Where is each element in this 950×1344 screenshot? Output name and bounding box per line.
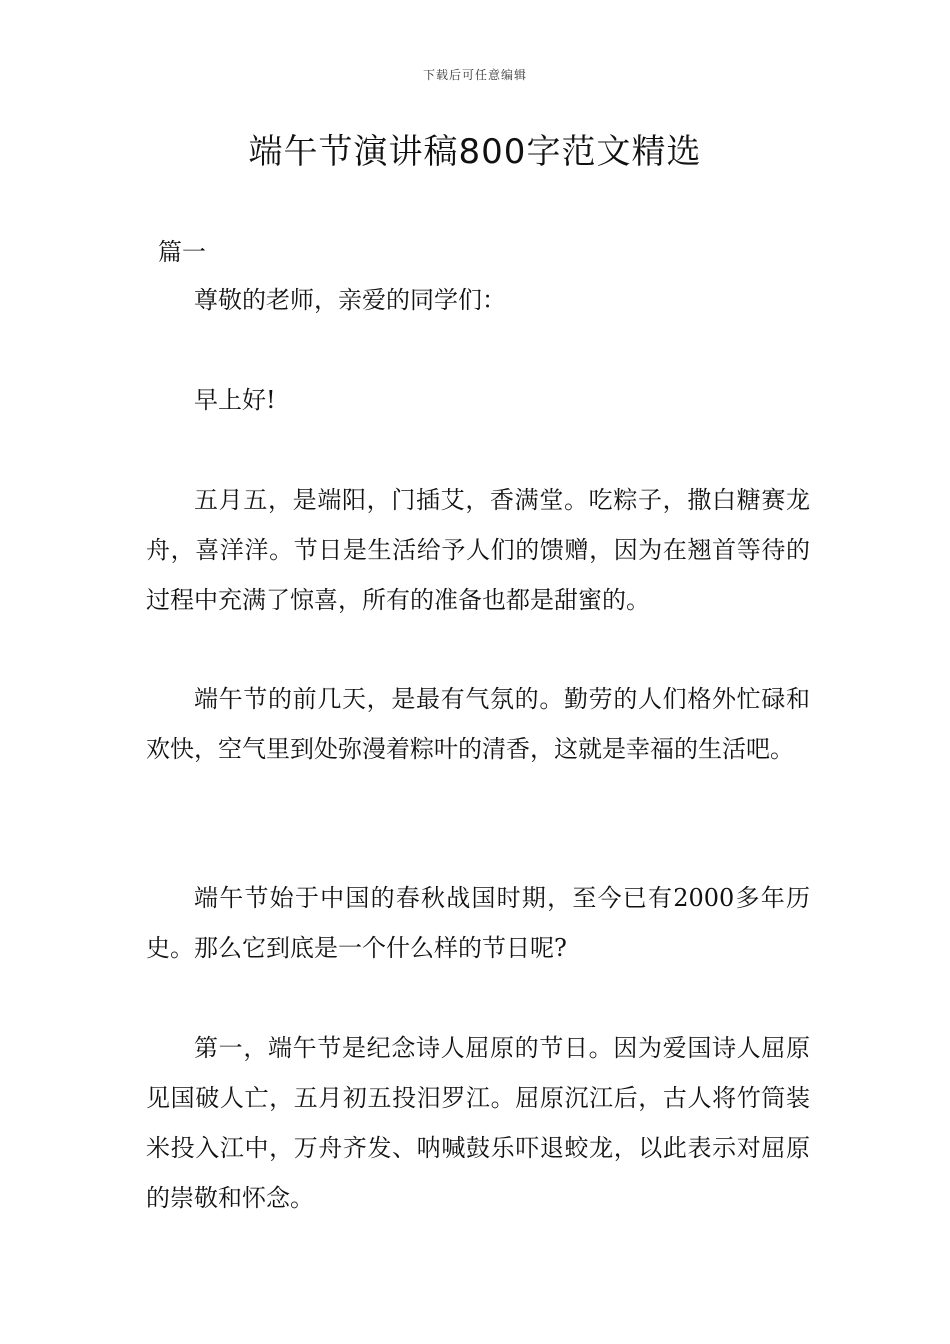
body-paragraph-2: 端午节的前几天，是最有气氛的。勤劳的人们格外忙碌和欢快，空气里到处弥漫着粽叶的清香，这就是幸福的生活吧。 [146, 685, 810, 763]
body-paragraph-1: 五月五，是端阳，门插艾，香满堂。吃粽子，撒白糖赛龙舟，喜洋洋。节日是生活给予人们的馈赠，因为在翘首等待的过程中充满了惊喜，所有的准备也都是甜蜜的。 [146, 486, 810, 614]
body-paragraph-4: 第一，端午节是纪念诗人屈原的节日。因为爱国诗人屈原见国破人亡，五月初五投汨罗江。屈原沉江后，古人将竹筒装米投入江中，万舟齐发、呐喊鼓乐吓退蛟龙，以此表示对屈原的崇敬和怀念。 [146, 1034, 810, 1212]
header-note: 下载后可任意编辑 [422, 68, 527, 82]
morning-paragraph: 早上好! [194, 386, 276, 414]
greeting-paragraph: 尊敬的老师，亲爱的同学们： [194, 286, 506, 314]
document-title: 端午节演讲稿800字范文精选 [248, 132, 702, 172]
body-paragraph-3: 端午节始于中国的春秋战国时期，至今已有2000多年历史。那么它到底是一个什么样的节日呢? [146, 884, 810, 962]
section-label: 篇一 [158, 238, 206, 266]
